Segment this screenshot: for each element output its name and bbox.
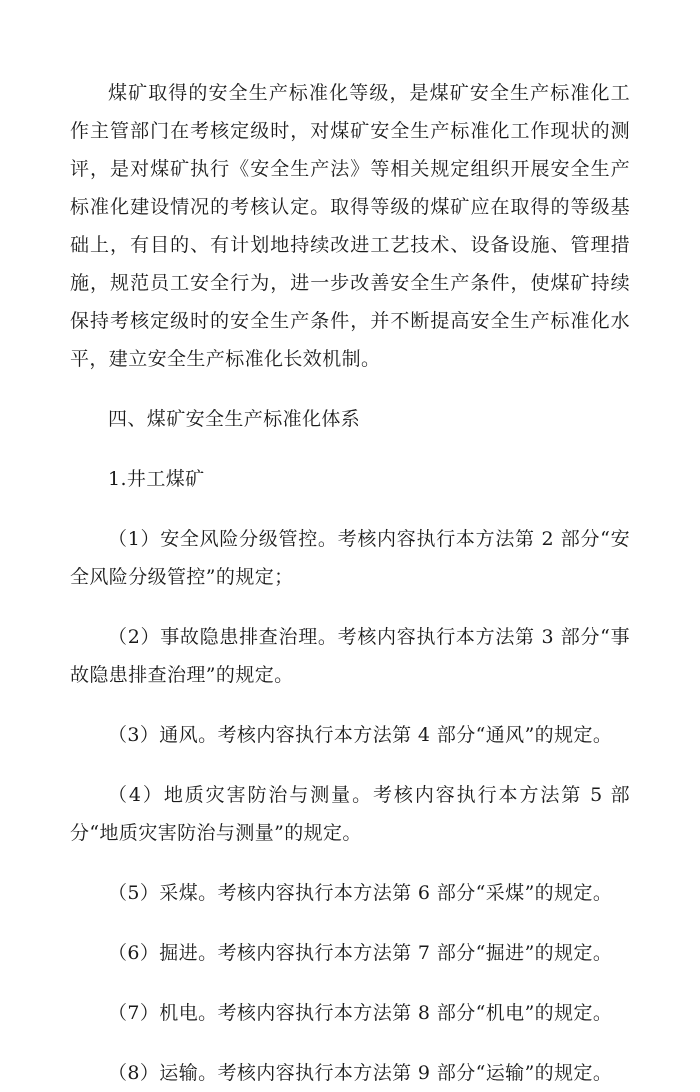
list-item-geology-survey: （4）地质灾害防治与测量。考核内容执行本方法第 5 部分“地质灾害防治与测量”的规定。 [70, 784, 630, 844]
list-item-risk-control: （1）安全风险分级管控。考核内容执行本方法第 2 部分“安全风险分级管控”的规定； [70, 528, 630, 588]
list-item-coal-mining: （5）采煤。考核内容执行本方法第 6 部分“采煤”的规定。 [108, 882, 613, 904]
list-item-electromechanical: （7）机电。考核内容执行本方法第 8 部分“机电”的规定。 [108, 1002, 613, 1024]
list-item-ventilation: （3）通风。考核内容执行本方法第 4 部分“通风”的规定。 [108, 724, 613, 746]
list-item-hazard-investigation: （2）事故隐患排查治理。考核内容执行本方法第 3 部分“事故隐患排查治理”的规定。 [70, 626, 630, 686]
subsection-heading: 1.井工煤矿 [108, 468, 205, 490]
list-item-tunneling: （6）掘进。考核内容执行本方法第 7 部分“掘进”的规定。 [108, 942, 613, 964]
section-heading: 四、煤矿安全生产标准化体系 [108, 408, 361, 430]
list-item-transport: （8）运输。考核内容执行本方法第 9 部分“运输”的规定。 [108, 1062, 613, 1084]
intro-paragraph: 煤矿取得的安全生产标准化等级，是煤矿安全生产标准化工作主管部门在考核定级时，对煤矿安全生产标准化工作现状的测评，是对煤矿执行《安全生产法》等相关规定组织开展安全生产标准化建设情况的考核认定。取得等级的煤矿应在取得的等级基础上，有目的、有计划地持续改进工艺技术、设备设施、管理措施，规范员工安全行为，进一步改善安全生产条件，使煤矿持续保持考核定级时的安全生产条件，并不断提高安全生产标准化水平，建立安全生产标准化长效机制。 [70, 82, 630, 370]
